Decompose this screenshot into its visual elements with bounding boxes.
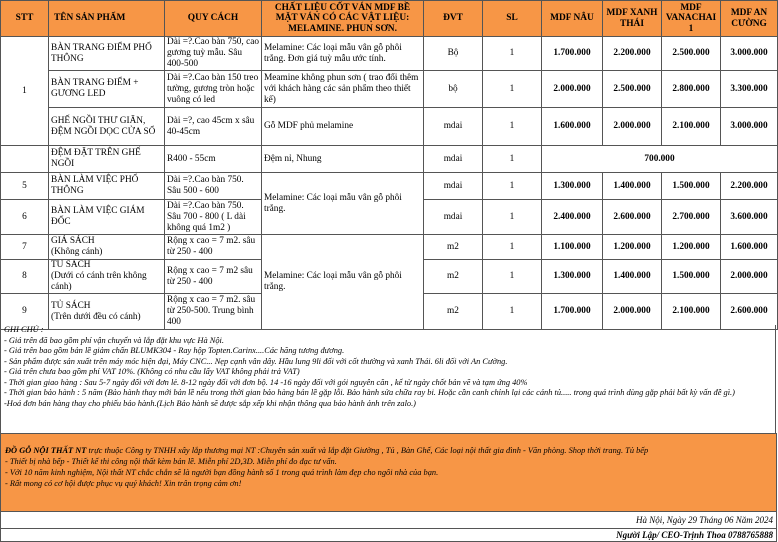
row-price: 2.800.000 <box>662 71 721 108</box>
company-intro: trực thuộc Công ty TNHH xây lắp thương mại NT :Chuyên sản xuất và lắp đặt Giường , Tủ , Bàn Ghế, Các loại nội thất gia đình - Văn phòng. Shop thời trang. Tủ bếp <box>86 446 649 455</box>
row-price: 2.600.000 <box>721 294 778 330</box>
row-product-note: (Không cánh) <box>51 247 103 257</box>
row-price: 2.400.000 <box>542 200 603 235</box>
row-unit: mdai <box>424 173 483 200</box>
header-row <box>1 1 778 37</box>
row-product: BÀN LÀM VIỆC PHỔ THÔNG <box>49 173 165 200</box>
row-unit: Bộ <box>424 37 483 71</box>
col-stt: STT <box>1 1 49 37</box>
notes-section <box>0 325 776 433</box>
row-qty: 1 <box>483 71 542 108</box>
row-price: 3.600.000 <box>721 200 778 235</box>
row-price: 2.500.000 <box>662 37 721 71</box>
row-price: 2.200.000 <box>603 37 662 71</box>
note-line: - Giá trên bao gồm bản lề giảm chấn BLUMK304 - Ray hộp Topten.Carinx....Các hãng tương đương. <box>4 346 345 355</box>
row-price: 1.500.000 <box>662 260 721 294</box>
row-product-note: (Trên dưới đều có cánh) <box>51 311 141 322</box>
row-spec: Dài =?.Cao bàn 750. Sâu 700 - 800 ( L dài không quá 1m2 ) <box>165 200 262 235</box>
col-qty: SL <box>483 1 542 37</box>
row-stt: 9 <box>1 294 49 330</box>
row-spec: Dài =?.Cao bàn 150 treo tường, gương tròn hoặc vuông có led <box>165 71 262 108</box>
row-qty: 1 <box>483 235 542 260</box>
row-stt: 1 <box>1 37 49 146</box>
col-unit: ĐVT <box>424 1 483 37</box>
table-row <box>1 108 778 146</box>
company-line: - Với 10 năm kinh nghiệm, Nội thất NT chắc chắn sẽ là người bạn đồng hành số 1 trong quá trình làm đẹp cho ngôi nhà của bạn. <box>5 468 439 477</box>
row-product-name: GIÁ SÁCH <box>51 236 95 246</box>
row-unit: mdai <box>424 200 483 235</box>
note-line: - Thời gian bảo hành : 5 năm (Bảo hành thay mới bản lề nếu trong thời gian bảo hàng bản lề gặp lỗi. Bảo hành sửa chữa ray bi. Hoặc cần canh chỉnh lại các cánh tủ..... trong quá trình dùng gặp phải bất kỳ vấn đề gì.) <box>4 388 735 397</box>
row-price: 1.700.000 <box>542 37 603 71</box>
row-stt: 7 <box>1 235 49 260</box>
row-price: 1.200.000 <box>603 235 662 260</box>
row-price: 1.400.000 <box>603 260 662 294</box>
company-info <box>0 433 777 512</box>
row-price: 3.300.000 <box>721 71 778 108</box>
row-qty: 1 <box>483 260 542 294</box>
row-spec: Dài =?, cao 45cm x sâu 40-45cm <box>165 108 262 146</box>
row-spec: Rộng x cao = 7 m2. sâu từ 250-500. Trung bình 400 <box>165 294 262 330</box>
row-product: GHẾ NGỒI THƯ GIÃN, ĐỆM NGỒI DỌC CỬA SỔ <box>49 108 165 146</box>
row-product <box>49 235 165 260</box>
row-unit: mdai <box>424 108 483 146</box>
row-price: 3.000.000 <box>721 37 778 71</box>
table-row <box>1 173 778 200</box>
row-qty: 1 <box>483 173 542 200</box>
row-price: 1.300.000 <box>542 260 603 294</box>
row-price: 2.500.000 <box>603 71 662 108</box>
row-material: Đệm nỉ, Nhung <box>262 146 424 173</box>
row-qty: 1 <box>483 37 542 71</box>
row-qty: 1 <box>483 108 542 146</box>
row-price: 1.600.000 <box>721 235 778 260</box>
row-product: BÀN LÀM VIỆC GIÁM ĐỐC <box>49 200 165 235</box>
col-price-mdf-an-cuong: MDF AN CƯỜNG <box>721 1 778 37</box>
note-line: - Thời gian giao hàng : Sau 5-7 ngày đối với đơn lẻ. 8-12 ngày đối với đơn bộ. 14 -16 ngày đối với gói nguyên căn , kể từ ngày chốt bản vẽ và tạm ứng 40% <box>4 377 528 387</box>
row-stt <box>1 146 49 173</box>
date-line: Hà Nội, Ngày 29 Tháng 06 Năm 2024 <box>0 512 777 528</box>
row-unit: mdai <box>424 146 483 173</box>
row-product <box>49 260 165 294</box>
row-product-name: TỦ SÁCH <box>51 260 91 270</box>
row-price: 3.000.000 <box>721 108 778 146</box>
col-material: CHẤT LIỆU CỐT VÁN MDF BỀ MẶT VÁN CÓ CÁC VẬT LIỆU: MELAMINE. PHUN SƠN. <box>262 1 424 37</box>
row-material: Gỗ MDF phủ melamine <box>262 108 424 146</box>
row-material: Melamine: Các loại mẫu vân gỗ phôi trắng. <box>262 173 424 235</box>
row-stt: 6 <box>1 200 49 235</box>
row-price: 2.000.000 <box>542 71 603 108</box>
row-qty: 1 <box>483 146 542 173</box>
col-price-mdf-xanh-thai: MDF XANH THÁI <box>603 1 662 37</box>
row-spec: Dài =?.Cao bàn 750, cao gương tuỳ mẫu. Sâu 400-500 <box>165 37 262 71</box>
row-price-merged: 700.000 <box>542 146 778 173</box>
row-price: 1.500.000 <box>662 173 721 200</box>
row-qty: 1 <box>483 200 542 235</box>
row-price: 2.000.000 <box>603 108 662 146</box>
company-title: ĐỒ GỖ NỘI THẤT NT <box>5 446 87 455</box>
row-price: 1.600.000 <box>542 108 603 146</box>
signer-line: Người Lập/ CEO-Trịnh Thoa 0788765888 <box>0 528 777 542</box>
row-product-name: TỦ SÁCH <box>51 300 91 311</box>
row-price: 2.600.000 <box>603 200 662 235</box>
row-price: 2.000.000 <box>603 294 662 330</box>
note-line: - Giá trên chưa bao gồm phí VAT 10%. (Không có nhu cầu lấy VAT không phải trả VAT) <box>4 367 300 376</box>
table-row <box>1 235 778 260</box>
row-material: Melamine: Các loại mẫu vân gỗ phôi trắng. <box>262 235 424 330</box>
col-product: TÊN SẢN PHẨM <box>49 1 165 37</box>
row-unit: m2 <box>424 294 483 330</box>
note-line: -Hoá đơn bán hàng thay cho phiếu bảo hành.(Lịch Bảo hành sẽ được sắp xếp khi nhận thông qua bảo hành ảnh trên zalo.) <box>4 398 416 408</box>
row-material: Meamine không phun sơn ( trao đổi thêm với khách hàng các sản phẩm theo thiết kế) <box>262 71 424 108</box>
row-price: 1.200.000 <box>662 235 721 260</box>
note-line: - Sản phẩm được sản xuất trên máy móc hiện đại, Máy CNC... Nẹp cạnh vân dây. Hầu lung 9li đối với cốt thường và xanh Thái. 6li đối với An Cường. <box>4 356 508 366</box>
notes-title: GHI CHÚ : <box>4 325 44 334</box>
row-price: 1.100.000 <box>542 235 603 260</box>
row-spec: Rộng x cao = 7 m2 sâu từ 250 - 400 <box>165 260 262 294</box>
row-stt: 5 <box>1 173 49 200</box>
row-spec: Rộng x cao = 7 m2. sâu từ 250 - 400 <box>165 235 262 260</box>
row-price: 2.000.000 <box>721 260 778 294</box>
table-row <box>1 146 778 173</box>
table-row <box>1 71 778 108</box>
row-spec: R400 - 55cm <box>165 146 262 173</box>
row-unit: bộ <box>424 71 483 108</box>
row-product: BÀN TRANG ĐIỂM + GƯƠNG LED <box>49 71 165 108</box>
row-price: 1.700.000 <box>542 294 603 330</box>
row-stt: 8 <box>1 260 49 294</box>
col-spec: QUY CÁCH <box>165 1 262 37</box>
row-price: 2.200.000 <box>721 173 778 200</box>
row-price: 2.700.000 <box>662 200 721 235</box>
row-unit: m2 <box>424 260 483 294</box>
row-product: ĐỆM ĐẶT TRÊN GHẾ NGỒI <box>49 146 165 173</box>
row-price: 1.300.000 <box>542 173 603 200</box>
company-intro-line <box>5 445 772 456</box>
row-price: 2.100.000 <box>662 108 721 146</box>
row-product-note: (Dưới có cánh trên không cánh) <box>51 271 147 292</box>
note-line: - Giá trên đã bao gồm phí vận chuyển và lắp đặt khu vực Hà Nội. <box>4 335 224 345</box>
col-price-mdf-vanachai: MDF VANACHAI 1 <box>662 1 721 37</box>
row-price: 1.400.000 <box>603 173 662 200</box>
row-material: Melamine: Các loại mẫu vân gỗ phôi trắng. Đơn giá tuỳ mẫu ước tính. <box>262 37 424 71</box>
col-price-mdf-nau: MDF NÂU <box>542 1 603 37</box>
row-spec: Dài =?.Cao bàn 750. Sâu 500 - 600 <box>165 173 262 200</box>
company-line: - Rất mong có cơ hội được phục vụ quý khách! Xin trân trọng cảm ơn! <box>5 479 242 488</box>
table-row <box>1 37 778 71</box>
row-qty: 1 <box>483 294 542 330</box>
company-line: - Thiết bị nhà bếp - Thiết kế thi công nội thất kèm bản lề. Miễn phí 2D,3D. Miễn phí đo đạc tư vấn. <box>5 457 337 466</box>
row-price: 2.100.000 <box>662 294 721 330</box>
row-unit: m2 <box>424 235 483 260</box>
row-product: BÀN TRANG ĐIỂM PHỔ THÔNG <box>49 37 165 71</box>
